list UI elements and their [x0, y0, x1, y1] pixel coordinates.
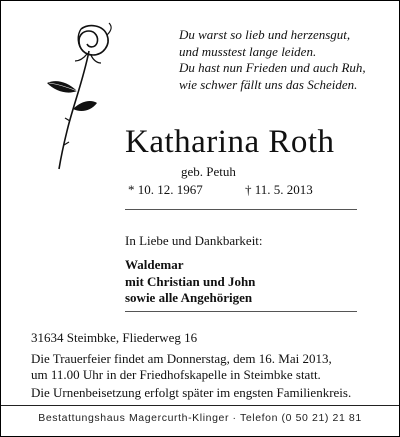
divider [125, 209, 357, 210]
urn-burial-info: Die Urnenbeisetzung erfolgt später im engsten Familienkreis. [31, 385, 352, 400]
funeral-line: Die Trauerfeier findet am Donnerstag, dem 16. Mai 2013, [31, 351, 332, 366]
footer-divider [1, 405, 399, 406]
poem [179, 27, 366, 93]
life-dates [128, 182, 313, 198]
deceased-name: Katharina Roth [125, 124, 335, 160]
mourner-line: sowie alle Angehörigen [125, 290, 253, 305]
funeral-home-footer: Bestattungshaus Magercurth-Klinger · Telefon (0 50 21) 21 81 [38, 412, 362, 424]
funeral-line: um 11.00 Uhr in der Friedhofskapelle in Steimbke statt. [31, 366, 321, 382]
poem-line: Du hast nun Frieden und auch Ruh, [179, 60, 366, 75]
funeral-info [31, 351, 332, 382]
divider [125, 311, 357, 312]
mourners-list [125, 257, 255, 307]
birth-name: geb. Petuh [181, 164, 236, 179]
address: 31634 Steimbke, Fliederweg 16 [31, 330, 198, 345]
rose-icon [37, 21, 117, 171]
poem-line: und musstest lange leiden. [179, 43, 317, 59]
mourner-line: mit Christian und John [125, 273, 256, 289]
poem-line: wie schwer fällt uns das Scheiden. [179, 76, 358, 92]
mourners-intro: In Liebe und Dankbarkeit: [125, 233, 263, 248]
mourner-line: Waldemar [125, 257, 184, 272]
poem-line: Du warst so lieb und herzensgut, [179, 27, 351, 42]
birth-date: * 10. 12. 1967 [128, 182, 203, 197]
death-date: † 11. 5. 2013 [245, 182, 313, 197]
